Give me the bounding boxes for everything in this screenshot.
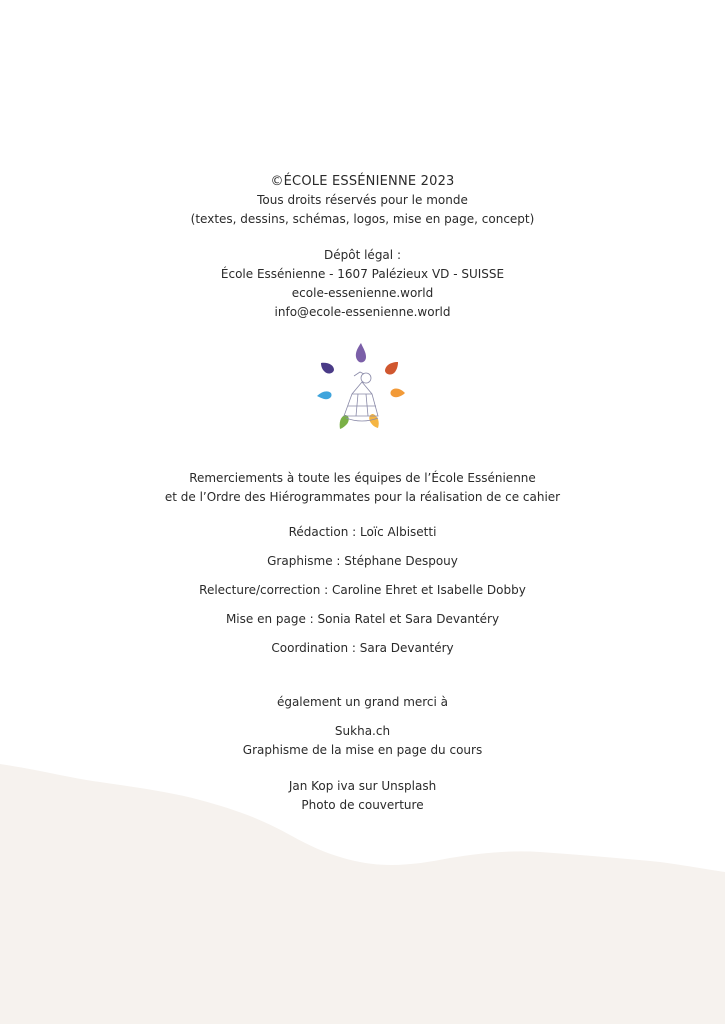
legal-label: Dépôt légal : — [324, 248, 401, 262]
credit-item — [0, 639, 725, 658]
flame-icon — [317, 391, 332, 399]
flame-icon — [356, 343, 366, 362]
copyright-block — [0, 172, 725, 229]
thanks-line-2: et de l’Ordre des Hiérogrammates pour la réalisation de ce cahier — [164, 490, 561, 504]
flame-icon — [321, 363, 334, 374]
legal-address: École Essénienne - 1607 Palézieux VD - SUISSE — [220, 267, 505, 281]
extra-thanks-intro-block — [0, 693, 725, 712]
flame-icon — [390, 389, 405, 398]
flame-icon — [340, 415, 349, 429]
legal-email[interactable]: info@ecole-essenienne.world — [274, 305, 451, 319]
photo-credit-role: Photo de couverture — [301, 798, 424, 812]
credit-graphisme: Graphisme : Stéphane Despouy — [267, 554, 458, 568]
credit-item — [0, 552, 725, 571]
legal-website[interactable]: ecole-essenienne.world — [291, 286, 434, 300]
credit-item — [0, 523, 725, 542]
credit-coordination: Coordination : Sara Devantéry — [271, 641, 454, 655]
thanks-block — [0, 469, 725, 507]
photo-credit-block — [0, 777, 725, 815]
photo-credit-name: Jan Kop iva sur Unsplash — [288, 779, 437, 793]
credit-item — [0, 610, 725, 629]
credit-redaction: Rédaction : Loïc Albisetti — [288, 525, 437, 539]
credit-mise-en-page: Mise en page : Sonia Ratel et Sara Devantéry — [225, 612, 500, 626]
central-emblem — [344, 372, 378, 421]
copyright-title: ©ÉCOLE ESSÉNIENNE 2023 — [270, 174, 455, 189]
flame-icon — [385, 362, 398, 375]
copyright-scope: (textes, dessins, schémas, logos, mise en page, concept) — [190, 212, 535, 226]
sukha-name[interactable]: Sukha.ch — [334, 724, 391, 738]
thanks-line-1: Remerciements à toute les équipes de l’École Essénienne — [189, 471, 536, 485]
credit-item — [0, 581, 725, 600]
flame-circle-logo-icon — [306, 338, 416, 438]
copyright-rights: Tous droits réservés pour le monde — [257, 193, 468, 207]
credit-relecture: Relecture/correction : Caroline Ehret et Isabelle Dobby — [199, 583, 526, 597]
extra-thanks-intro: également un grand merci à — [276, 695, 449, 709]
sukha-role: Graphisme de la mise en page du cours — [242, 743, 483, 757]
sukha-block — [0, 722, 725, 760]
legal-block — [0, 246, 725, 322]
